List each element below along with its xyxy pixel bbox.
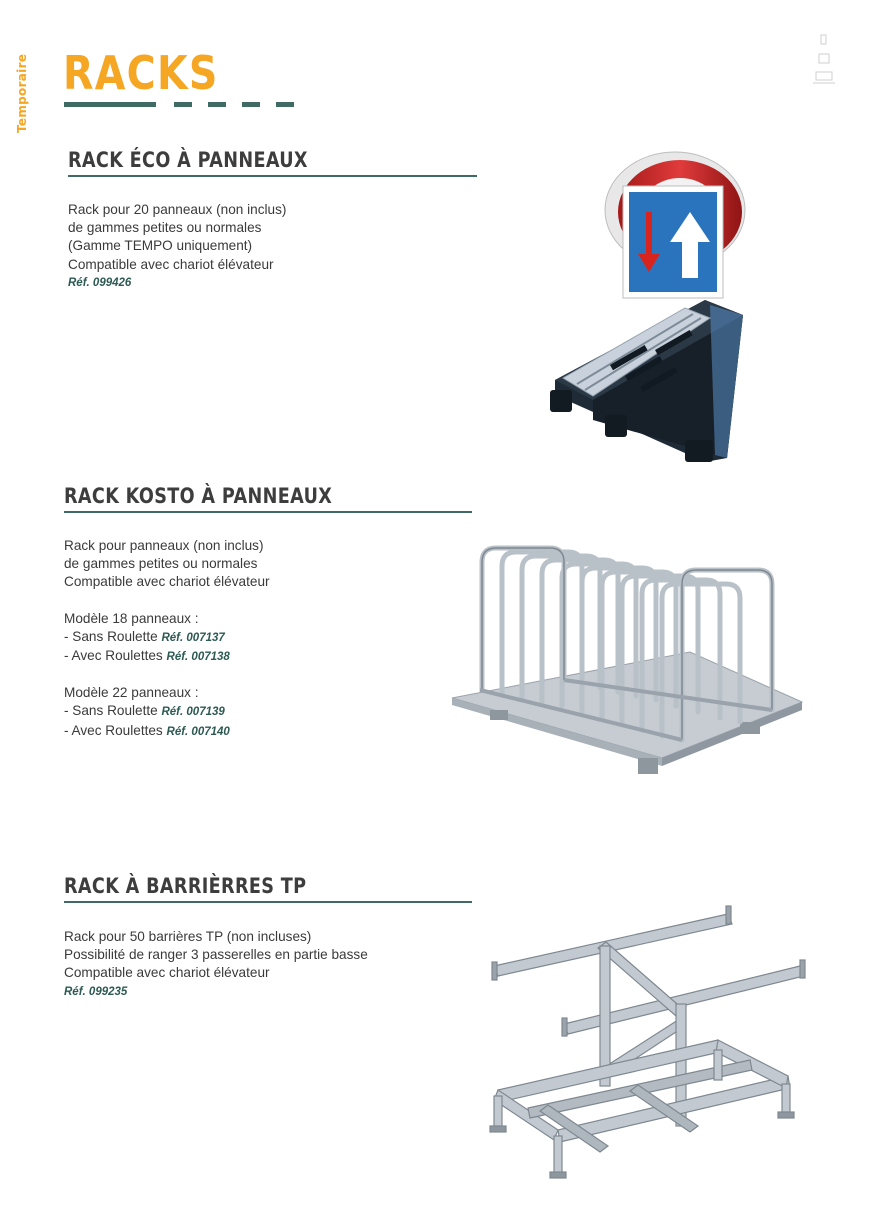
product-reference: Réf. 007138 [166, 651, 230, 664]
description-line: Compatible avec chariot élévateur [68, 256, 274, 272]
model-option-label: - Avec Roulettes [64, 648, 163, 664]
section-title: RACK À BARRIÈRRES TP [64, 874, 307, 898]
product-reference: Réf. 099235 [64, 985, 128, 998]
section-title: RACK KOSTO À PANNEAUX [64, 484, 333, 508]
product-reference: Réf. 007137 [161, 631, 225, 644]
product-reference: Réf. 007139 [161, 706, 225, 719]
description-line: de gammes petites ou normales [68, 220, 262, 236]
description-line: Rack pour 20 panneaux (non inclus) [68, 202, 287, 217]
model-option [64, 702, 270, 721]
model-heading: Modèle 18 panneaux : [64, 610, 199, 626]
section-description [64, 928, 368, 1001]
description-line: Compatible avec chariot élévateur [64, 965, 270, 981]
model-option-label: - Avec Roulettes [64, 722, 163, 738]
rack-barrieres-product-image [488, 900, 808, 1185]
description-line: Possibilité de ranger 3 passerelles en partie basse [64, 947, 368, 963]
section-rule [64, 901, 472, 903]
model-option-label: - Sans Roulette [64, 628, 158, 644]
page-title: RACKS [63, 46, 219, 100]
description-line: Rack pour 50 barrières TP (non incluses) [64, 929, 312, 944]
description-line: Compatible avec chariot élévateur [64, 574, 270, 590]
model-option [64, 628, 270, 647]
description-line: Rack pour panneaux (non inclus) [64, 538, 264, 553]
section-description [68, 201, 286, 292]
rack-eco-product-image [515, 150, 750, 470]
side-tab: Temporaire [15, 53, 29, 133]
section-description [64, 537, 270, 741]
description-line: (Gamme TEMPO uniquement) [68, 238, 253, 254]
model-heading: Modèle 22 panneaux : [64, 685, 199, 701]
product-reference: Réf. 099426 [68, 276, 132, 289]
section-rule [64, 511, 472, 513]
traffic-cone-outline-icon [812, 32, 836, 86]
section-rule [68, 175, 477, 177]
model-option [64, 722, 270, 741]
model-option-label: - Sans Roulette [64, 703, 158, 719]
rack-kosto-product-image [450, 530, 805, 780]
product-reference: Réf. 007140 [166, 725, 230, 738]
model-option [64, 647, 270, 666]
description-line: de gammes petites ou normales [64, 556, 258, 572]
section-title: RACK ÉCO À PANNEAUX [68, 148, 308, 172]
